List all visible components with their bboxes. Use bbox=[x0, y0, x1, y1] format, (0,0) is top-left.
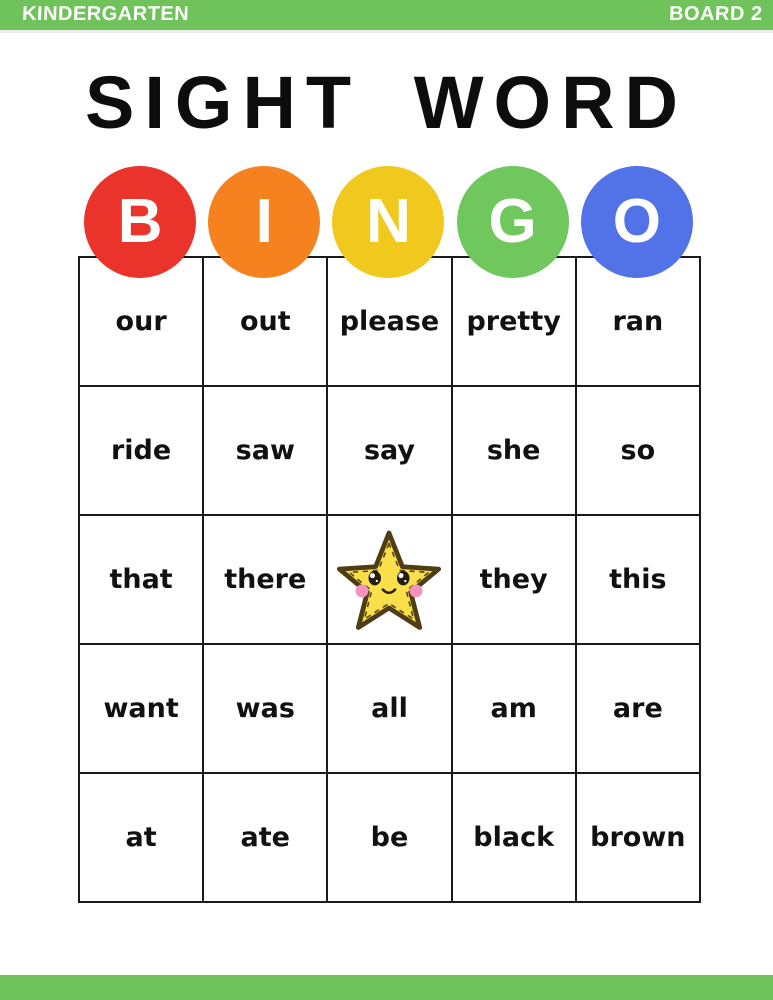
bingo-letter-col bbox=[451, 166, 575, 278]
word-cell: they bbox=[452, 515, 576, 644]
bingo-letter-col bbox=[326, 166, 450, 278]
word-cell: saw bbox=[203, 386, 327, 515]
bingo-grid bbox=[78, 256, 701, 903]
board-area bbox=[78, 166, 699, 903]
word-cell: that bbox=[79, 515, 203, 644]
bottom-banner bbox=[0, 975, 773, 1000]
grade-label: KINDERGARTEN bbox=[21, 3, 190, 25]
word-cell: pretty bbox=[452, 257, 576, 386]
word-cell: are bbox=[576, 644, 700, 773]
word-cell: she bbox=[452, 386, 576, 515]
board-number-label: BOARD 2 bbox=[669, 3, 764, 25]
word-cell: there bbox=[203, 515, 327, 644]
word-cell: this bbox=[576, 515, 700, 644]
bingo-letter-b-circle: B bbox=[84, 166, 196, 278]
word-cell: ran bbox=[576, 257, 700, 386]
bingo-letters-row bbox=[78, 166, 699, 278]
bingo-letter-col bbox=[202, 166, 326, 278]
page-title: SIGHT WORD bbox=[85, 60, 688, 144]
word-cell: please bbox=[327, 257, 451, 386]
bingo-letter-n-circle: N bbox=[332, 166, 444, 278]
bingo-letter-i-circle: I bbox=[208, 166, 320, 278]
word-cell: be bbox=[327, 773, 451, 902]
bingo-letter-g-circle: G bbox=[457, 166, 569, 278]
smiling-star-icon bbox=[332, 525, 446, 635]
word-cell: black bbox=[452, 773, 576, 902]
table-row bbox=[79, 644, 700, 773]
word-cell: am bbox=[452, 644, 576, 773]
word-cell: want bbox=[79, 644, 203, 773]
word-cell: at bbox=[79, 773, 203, 902]
table-row bbox=[79, 386, 700, 515]
word-cell: out bbox=[203, 257, 327, 386]
top-banner bbox=[0, 0, 773, 33]
word-cell: was bbox=[203, 644, 327, 773]
free-space-cell bbox=[327, 515, 451, 644]
bingo-letter-col bbox=[575, 166, 699, 278]
word-cell: brown bbox=[576, 773, 700, 902]
bingo-letter-o-circle: O bbox=[581, 166, 693, 278]
word-cell: our bbox=[79, 257, 203, 386]
word-cell: ride bbox=[79, 386, 203, 515]
table-row bbox=[79, 515, 700, 644]
word-cell: so bbox=[576, 386, 700, 515]
word-cell: all bbox=[327, 644, 451, 773]
bingo-letter-col bbox=[78, 166, 202, 278]
word-cell: ate bbox=[203, 773, 327, 902]
word-cell: say bbox=[327, 386, 451, 515]
table-row bbox=[79, 773, 700, 902]
